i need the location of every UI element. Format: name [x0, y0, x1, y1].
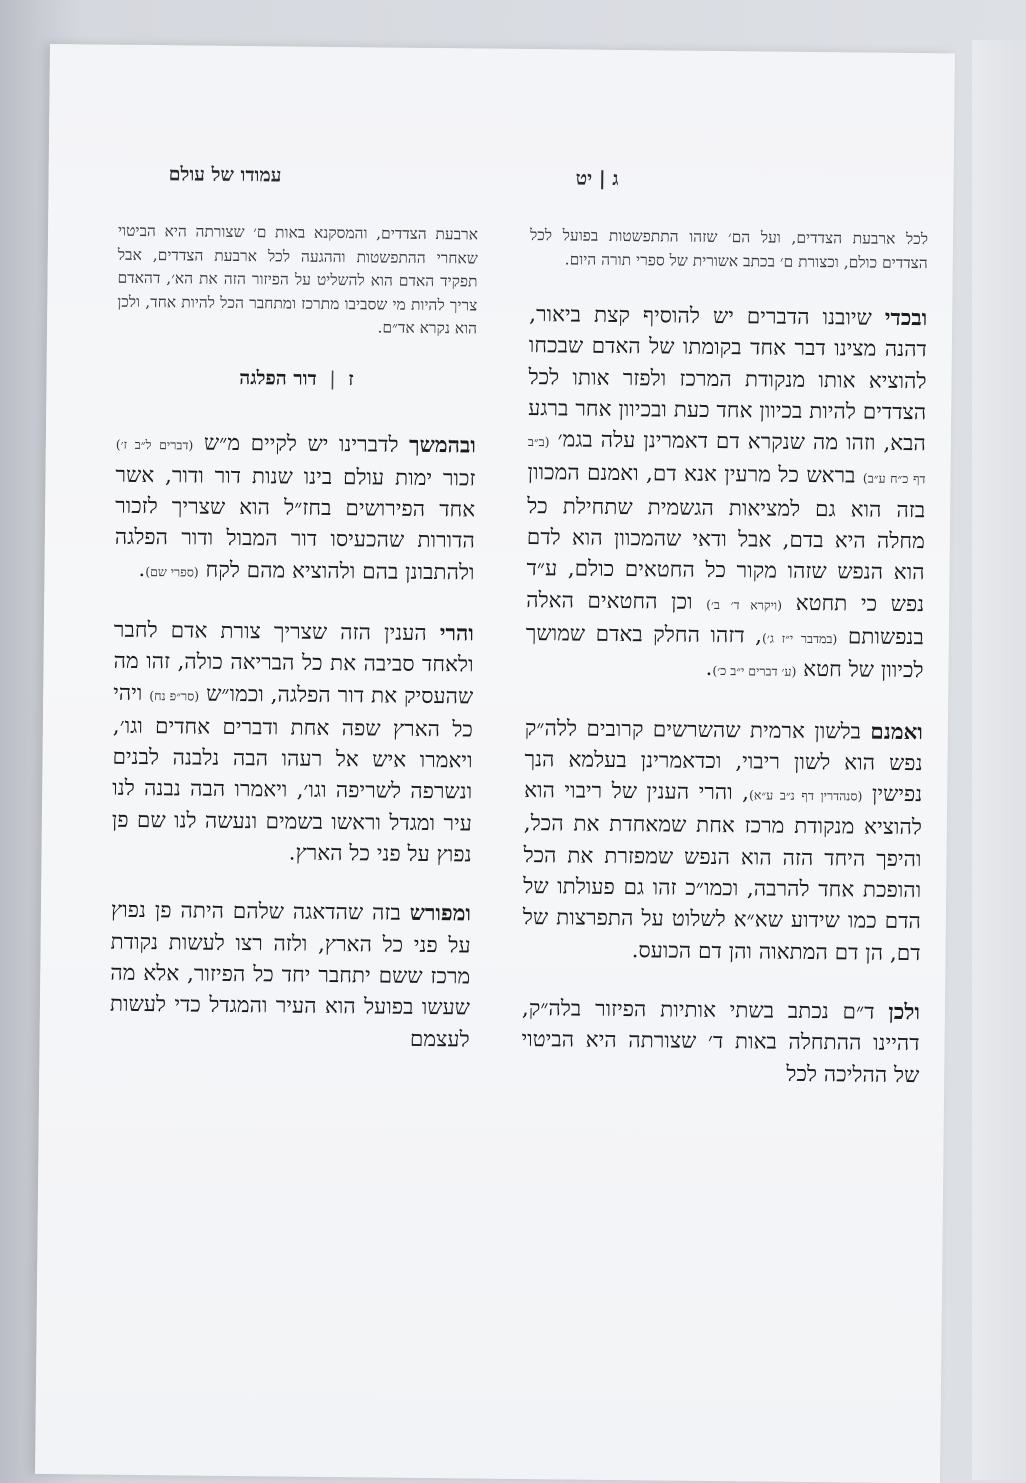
- paragraph-lead-word: ואמנם: [870, 719, 923, 745]
- left-column: [109, 220, 478, 1084]
- right-paragraph-3: [521, 993, 920, 1091]
- paragraph-text: בזה שהדאגה שלהם היתה פן נפוץ על פני כל הארץ, ולזה רצו לעשות נקודת מרכז ששם יתחבר יחד כל הפיזור, אלא מה שעשו בפועל הוא העיר והמגדל כדי לעשות לעצמם: [109, 898, 471, 1052]
- paragraph-text: בלשון ארמית שהשרשים קרובים ללה״ק נפש הוא לשון ריבוי, וכדאמרינן בעלמא הנך נפישין: [524, 715, 923, 808]
- source-reference: (ב״ב דף כ״ח ע״ב): [527, 434, 926, 487]
- source-reference: (במדבר י״ז ג׳): [761, 630, 838, 647]
- paragraph-lead-word: והרי: [439, 621, 474, 647]
- paragraph-lead-word: ומפורש: [409, 901, 472, 927]
- paragraph-text: וכן החטאים האלה בנפשותם: [526, 587, 924, 651]
- left-top-paragraph: ארבעת הצדדים, והמסקנא באות ם׳ שצורתה היא הביטוי שאחרי ההתפשטות וההגעה לכל ארבעת הצדדים, אבל תפקיד האדם הוא להשליט על הפיזור הזה את הא׳, דהאדם צריך להיות מי שסביבו מתרכז ומתחבר הכל להיות אחד, ולכן הוא נקרא אד״ם.: [117, 221, 479, 338]
- section-number: ז: [348, 367, 354, 390]
- left-paragraph-1: [114, 426, 476, 590]
- paragraph-text: , דזהו החלק באדם שמושך לכיוון של חטא: [525, 620, 924, 684]
- paragraph-text: , והרי הענין של ריבוי הוא להוציא מנקודת מרכז אחת שמאחדת את הכל, והיפך היחד הזה הוא הנפש שמפזרת את הכל והופכת אחד להרבה, וכמו״כ זהו גם פעולתו של הדם כמו שידוע שא״א לשלוט על התפרצות של דם, הן דם המתאוה והן דם הכועס.: [522, 778, 922, 966]
- source-reference: (דברים ל״ב ז׳): [115, 436, 194, 453]
- paragraph-text: זכור ימות עולם בינו שנות דור ודור, אשר אחד הפירושים בחז״ל הוא שצריך לזכור הדורות שהכעיסו דור המבול ודור הפלגה ולהתבונן בהם ולהוציא מהם לקח: [114, 462, 476, 586]
- book-page: [35, 44, 955, 1483]
- paragraph-text: ד״ם נכתב בשתי אותיות הפיזור בלה״ק, דהיינו ההתחלה באות ד׳ שצורתה היא הביטוי של ההליכה לכל: [521, 995, 920, 1088]
- paragraph-text: בראש כל מרעין אנא דם, ואמנם המכוון בזה הוא גם למציאות הגשמית שתחילת כל מחלה היא בדם, אבל ודאי שהמכוון הוא לדם הוא הנפש שזהו מקור כל החטאים כולם, ע״ד נפש כי תחטא: [526, 460, 926, 617]
- running-header: [169, 163, 619, 191]
- header-title: עמודו של עולם: [168, 163, 282, 187]
- paragraph-lead-word: ולכן: [888, 999, 921, 1026]
- source-reference: (סנהדרין דף נ״ב ע״א): [748, 787, 863, 804]
- paragraph-text: .: [138, 556, 146, 582]
- paragraph-lead-word: ובכדי: [884, 305, 928, 332]
- section-heading: [116, 365, 476, 392]
- paragraph-text: .: [705, 656, 713, 682]
- right-column: [521, 224, 928, 1119]
- source-reference: (ספרי שם): [145, 563, 199, 580]
- page-edge-shadow: [972, 40, 1026, 1480]
- paragraph-text: שיובנו הדברים יש להוסיף קצת ביאור, דהנה מצינו דבר אחד בקומתו של האדם שבכחו להוציא אותו מנקודת המרכז ולפזר אותו לכל הצדדים להיות בכיוון אחד כעת ובכיוון אחר ברגע הבא, וזהו מה שנקרא דם דאמרינן עלה בגמ׳: [528, 302, 927, 457]
- paragraph-text: לדברינו יש לקיים מ״ש: [193, 430, 410, 458]
- right-paragraph-2: [522, 713, 923, 970]
- left-paragraph-3: [109, 895, 471, 1055]
- section-title: דור הפלגה: [239, 366, 317, 390]
- section-separator: |: [329, 367, 336, 390]
- right-paragraph-1: [525, 299, 927, 689]
- paragraph-text: ויהי כל הארץ שפה אחת ודברים אחדים וגו׳, ויאמרו איש אל רעהו הבה נלבנה לבנים ונשרפה לשריפה וגו׳, ויאמרו הבה נבנה לנו עיר ומגדל וראשו בשמים ונעשה לנו שם פן נפוץ על פני כל הארץ.: [111, 680, 473, 868]
- left-paragraph-2: [111, 615, 474, 871]
- paragraph-text: הענין הזה שצריך צורת אדם לחבר ולאחד סביבה את כל הבריאה כולה, זהו מה שהעסיק את דור הפלגה, וכמו״ש: [113, 617, 474, 710]
- source-reference: (ע׳ דברים י״ב כ׳): [712, 663, 797, 680]
- right-top-paragraph: לכל ארבעת הצדדים, ועל הם׳ שזהו התתפשטות בפועל לכל הצדדים כולם, וכצורת ם׳ בכתב אשורית של ספרי תורה היום.: [529, 226, 929, 272]
- header-page-ref: ג | יט: [575, 167, 619, 190]
- paragraph-lead-word: ובהמשך: [408, 432, 476, 458]
- source-reference: (סר״פ נח): [149, 687, 200, 704]
- source-reference: (ויקרא ד׳ ב׳): [706, 596, 783, 613]
